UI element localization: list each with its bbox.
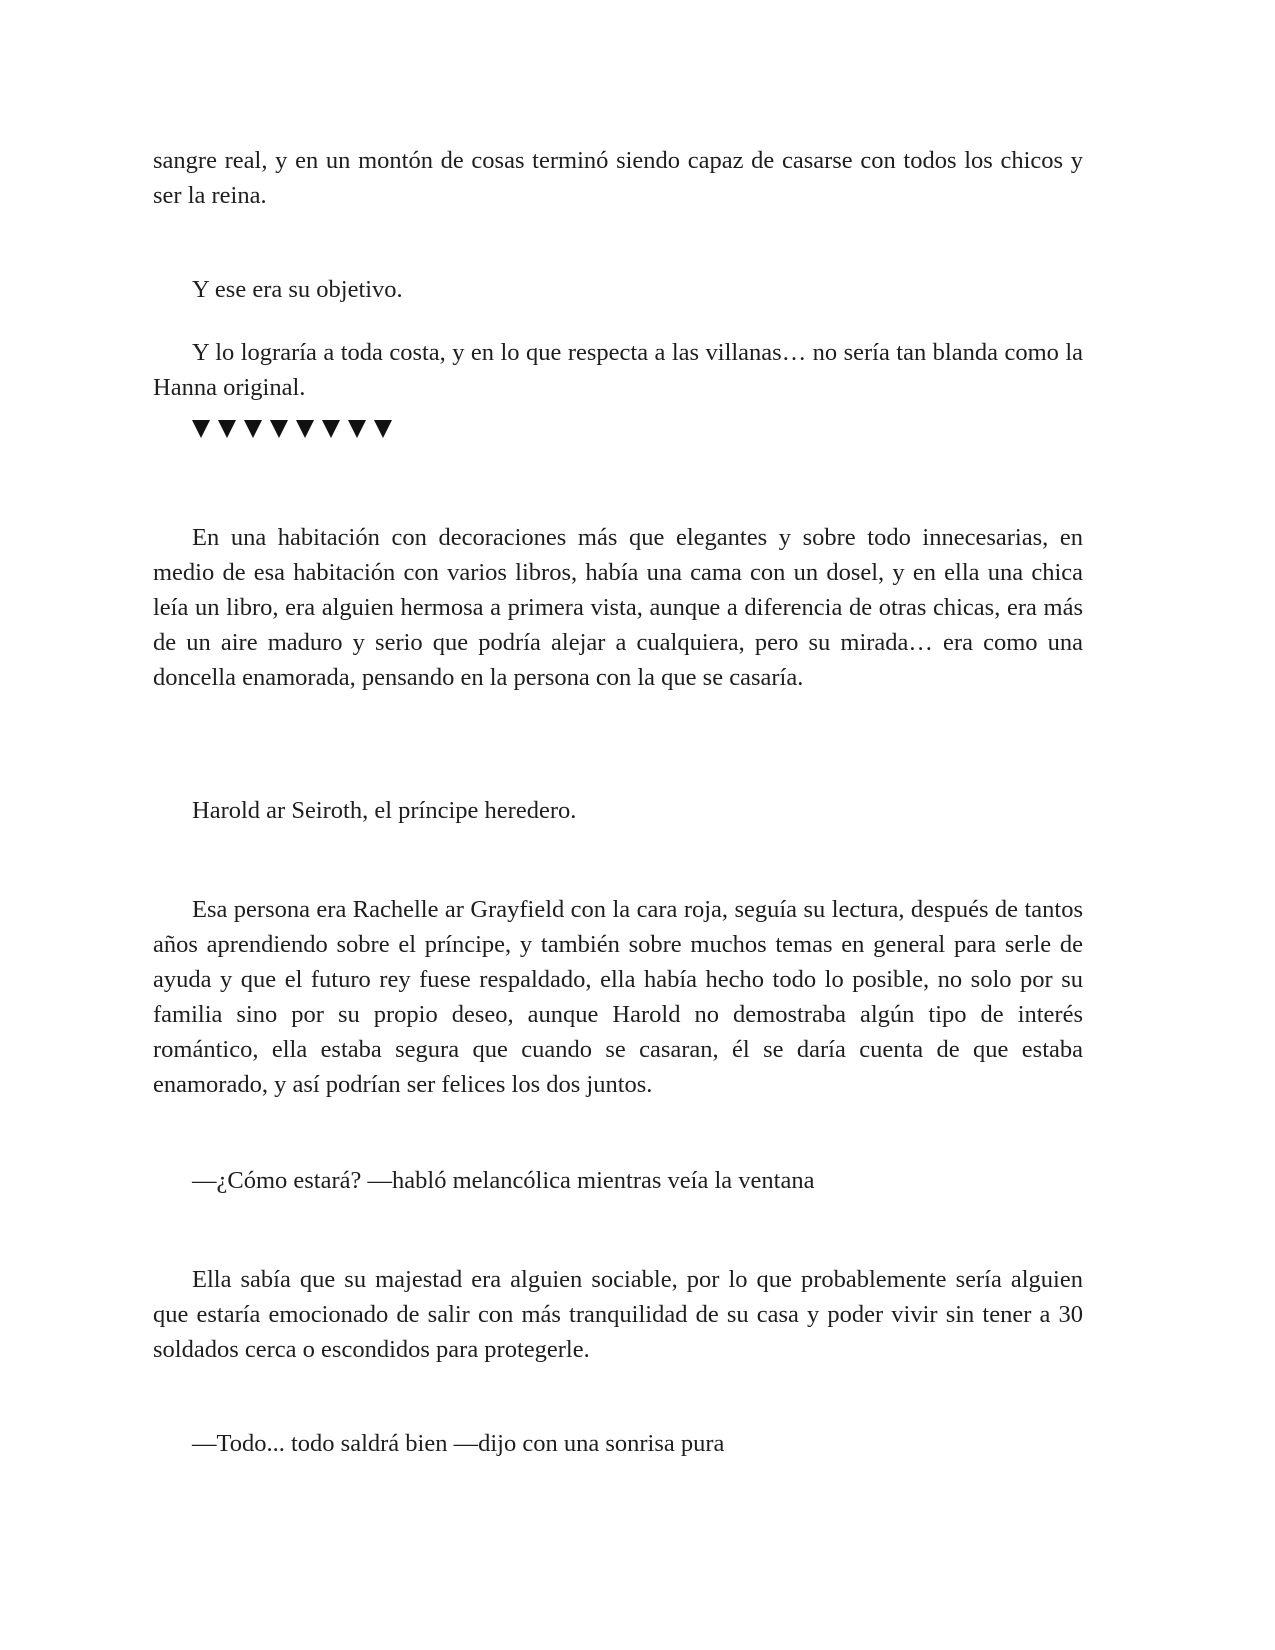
separator-triangle-icon (192, 420, 210, 438)
paragraph-objective: Y ese era su objetivo. (192, 276, 403, 303)
dialogue-all-will-be-well: —Todo... todo saldrá bien —dijo con una sonrisa pura (192, 1430, 725, 1457)
dialogue-how-will-he-be: —¿Cómo estará? —habló melancólica mientras veía la ventana (192, 1167, 815, 1194)
separator-triangle-icon (296, 420, 314, 438)
separator-triangle-icon (322, 420, 340, 438)
paragraph-room-description: En una habitación con decoraciones más que elegantes y sobre todo innecesarias, en medio de esa habitación con varios libros, había una cama con un dosel, y en ella una chica leía un libro, era alguien hermosa a primera vista, aunque a diferencia de otras chicas, era más de un aire maduro y serio que podría alejar a cualquiera, pero su mirada… era como una doncella enamorada, pensando en la persona con la que se casaría. (153, 524, 1083, 691)
paragraph-majesty: Ella sabía que su majestad era alguien sociable, por lo que probablemente sería alguien que estaría emocionado de salir con más tranquilidad de su casa y poder vivir sin tener a 30 soldados cerca o escondidos para protegerle. (153, 1266, 1083, 1363)
paragraph-rachelle: Esa persona era Rachelle ar Grayfield con la cara roja, seguía su lectura, después de tantos años aprendiendo sobre el príncipe, y también sobre muchos temas en general para serle de ayuda y que el futuro rey fuese respaldado, ella había hecho todo lo posible, no solo por su familia sino por su propio deseo, aunque Harold no demostraba algún tipo de interés romántico, ella estaba segura que cuando se casaran, él se daría cuenta de que estaba enamorado, y así podrían ser felices los dos juntos. (153, 896, 1083, 1098)
paragraph-villains: Y lo lograría a toda costa, y en lo que respecta a las villanas… no sería tan blanda como la Hanna original. (153, 339, 1083, 401)
paragraph-prince: Harold ar Seiroth, el príncipe heredero. (192, 797, 577, 824)
separator-triangle-icon (374, 420, 392, 438)
separator-triangle-icon (244, 420, 262, 438)
separator-triangle-icon (218, 420, 236, 438)
paragraph-continuation: sangre real, y en un montón de cosas terminó siendo capaz de casarse con todos los chicos y ser la reina. (153, 147, 1083, 209)
separator-triangle-icon (348, 420, 366, 438)
scene-separator (192, 420, 392, 438)
separator-triangle-icon (270, 420, 288, 438)
